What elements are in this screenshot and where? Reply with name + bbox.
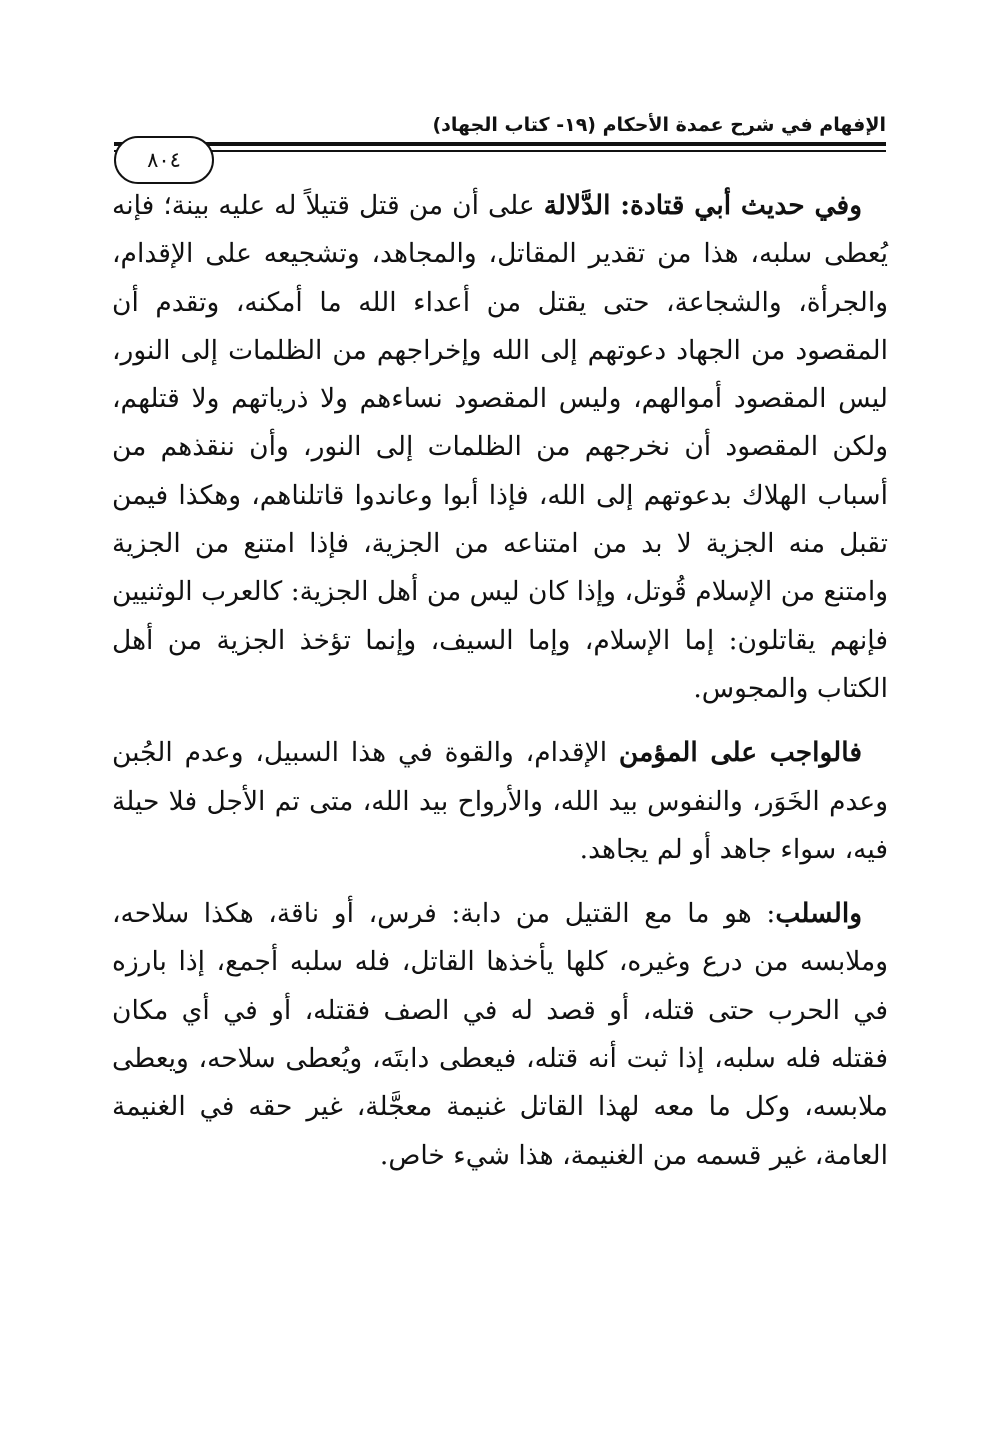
paragraph-text: : هو ما مع القتيل من دابة: فرس، أو ناقة، هكذا سلاحه، وملابسه من درع وغيره، كلها يأخذها القاتل، فله سلبه أجمع، إذا بارزه في الحرب حتى قتله، أو قصد له في الصف فقتله، أو في أي مكان فقتله فله سلبه، إذا ثبت أنه قتله، فيعطى دابتَه، ويُعطى سلاحه، ويعطى ملابسه، وكل ما معه لهذا القاتل غنيمة معجَّلة، غير حقه في الغنيمة العامة، غير قسمه من الغنيمة، هذا شيء خاص. (112, 898, 888, 1171)
paragraph-text: على أن من قتل قتيلاً له عليه بينة؛ فإنه يُعطى سلبه، هذا من تقدير المقاتل، والمجاهد، وتشجيعه على الإقدام، والجرأة، والشجاعة، حتى يقتل من أعداء الله ما أمكنه، وتقدم أن المقصود من الجهاد دعوتهم إلى الله وإخراجهم من الظلمات إلى النور، ليس المقصود أموالهم، وليس المقصود نساءهم ولا ذرياتهم ولا قتلهم، ولكن المقصود أن نخرجهم من الظلمات إلى النور، وأن ننقذهم من أسباب الهلاك بدعوتهم إلى الله، فإذا أبوا وعاندوا قاتلناهم، وهكذا فيمن تقبل منه الجزية لا بد من امتناعه من الجزية، فإذا امتنع من الجزية وامتنع من الإسلام قُوتل، وإذا كان ليس من أهل الجزية: كالعرب الوثنيين فإنهم يقاتلون: إما الإسلام، وإما السيف، وإنما تؤخذ الجزية من أهل الكتاب والمجوس. (112, 190, 888, 704)
page-body (112, 182, 888, 1196)
paragraph-lead: وفي حديث أبي قتادة: الدَّلالة (543, 190, 863, 221)
header-rule-thin (114, 150, 886, 152)
page-header (114, 108, 886, 184)
paragraph-lead: والسلب (775, 898, 862, 930)
paragraph-lead: فالواجب على المؤمن (618, 737, 862, 769)
paragraph-text: الإقدام، والقوة في هذا السبيل، وعدم الجُبن وعدم الخَوَر، والنفوس بيد الله، والأرواح بيد الله، متى تم الأجل فلا حيلة فيه، سواء جاهد أو لم يجاهد. (112, 737, 888, 865)
header-rule-thick (114, 142, 886, 146)
page-number-badge (114, 136, 214, 184)
paragraph-3 (112, 890, 888, 1180)
paragraph-2 (112, 729, 888, 874)
running-title: الإفهام في شرح عمدة الأحكام (١٩- كتاب الجهاد) (432, 114, 886, 136)
page-number: ٨٠٤ (147, 148, 181, 172)
paragraph-1 (112, 182, 888, 713)
